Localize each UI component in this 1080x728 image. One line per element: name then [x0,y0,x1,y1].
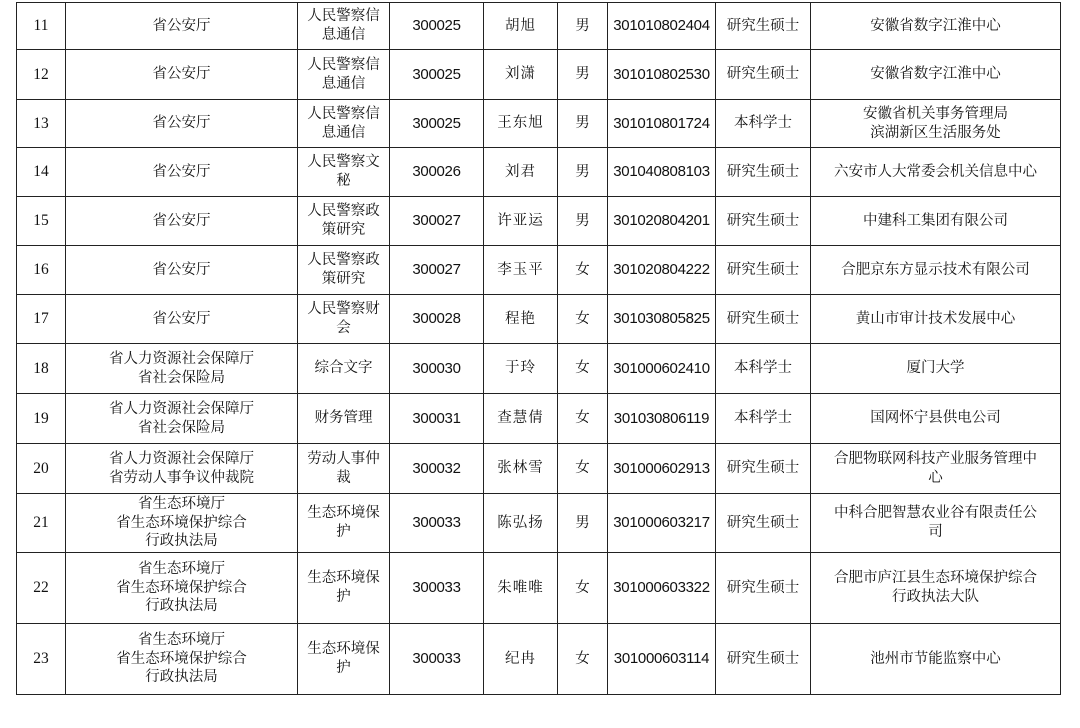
employer-cell: 国网怀宁县供电公司 [811,394,1061,444]
candidate-name-cell: 张林雪 [484,444,558,494]
candidates-table [16,2,1061,695]
gender-cell: 女 [558,394,608,444]
department-cell: 省生态环境厅 省生态环境保护综合 行政执法局 [66,553,298,624]
gender-cell: 男 [558,50,608,100]
education-cell: 本科学士 [716,100,811,148]
candidate-name-cell: 刘潇 [484,50,558,100]
employer-cell: 安徽省数字江淮中心 [811,50,1061,100]
education-cell: 研究生硕士 [716,148,811,197]
position-name-cell: 人民警察文 秘 [298,148,390,197]
table-row [17,50,1061,100]
table-row [17,444,1061,494]
table-row [17,148,1061,197]
employer-cell: 六安市人大常委会机关信息中心 [811,148,1061,197]
row-number-cell: 18 [17,344,66,394]
employer-cell: 黄山市审计技术发展中心 [811,295,1061,344]
education-cell: 研究生硕士 [716,246,811,295]
candidate-name-cell: 于玲 [484,344,558,394]
gender-cell: 女 [558,295,608,344]
employer-cell: 合肥京东方显示技术有限公司 [811,246,1061,295]
gender-cell: 女 [558,553,608,624]
gender-cell: 男 [558,3,608,50]
gender-cell: 男 [558,197,608,246]
table-body [17,3,1061,695]
employer-cell: 池州市节能监察中心 [811,624,1061,695]
position-code-cell: 300028 [390,295,484,344]
employer-cell: 安徽省数字江淮中心 [811,3,1061,50]
exam-number-cell: 301010802530 [608,50,716,100]
position-code-cell: 300027 [390,246,484,295]
education-cell: 研究生硕士 [716,624,811,695]
position-code-cell: 300027 [390,197,484,246]
row-number-cell: 11 [17,3,66,50]
position-name-cell: 人民警察信 息通信 [298,3,390,50]
position-code-cell: 300033 [390,624,484,695]
exam-number-cell: 301030805825 [608,295,716,344]
row-number-cell: 17 [17,295,66,344]
gender-cell: 男 [558,100,608,148]
table-row [17,494,1061,553]
employer-cell: 合肥物联网科技产业服务管理中 心 [811,444,1061,494]
position-name-cell: 人民警察政 策研究 [298,246,390,295]
position-code-cell: 300025 [390,100,484,148]
position-code-cell: 300031 [390,394,484,444]
candidate-name-cell: 胡旭 [484,3,558,50]
department-cell: 省公安厅 [66,197,298,246]
department-cell: 省公安厅 [66,3,298,50]
candidate-name-cell: 查慧倩 [484,394,558,444]
position-name-cell: 人民警察信 息通信 [298,50,390,100]
position-name-cell: 劳动人事仲 裁 [298,444,390,494]
position-code-cell: 300025 [390,50,484,100]
employer-cell: 中建科工集团有限公司 [811,197,1061,246]
row-number-cell: 14 [17,148,66,197]
candidate-name-cell: 朱唯唯 [484,553,558,624]
employer-cell: 中科合肥智慧农业谷有限责任公 司 [811,494,1061,553]
department-cell: 省公安厅 [66,50,298,100]
employer-cell: 厦门大学 [811,344,1061,394]
education-cell: 研究生硕士 [716,197,811,246]
department-cell: 省公安厅 [66,246,298,295]
position-name-cell: 财务管理 [298,394,390,444]
candidate-name-cell: 纪冉 [484,624,558,695]
gender-cell: 男 [558,148,608,197]
exam-number-cell: 301000602410 [608,344,716,394]
position-name-cell: 生态环境保 护 [298,553,390,624]
exam-number-cell: 301000603322 [608,553,716,624]
gender-cell: 女 [558,246,608,295]
table-row [17,624,1061,695]
gender-cell: 女 [558,624,608,695]
table-row [17,197,1061,246]
position-code-cell: 300033 [390,494,484,553]
candidate-name-cell: 陈弘扬 [484,494,558,553]
education-cell: 研究生硕士 [716,295,811,344]
candidate-name-cell: 程艳 [484,295,558,344]
table-row [17,3,1061,50]
education-cell: 本科学士 [716,394,811,444]
exam-number-cell: 301010802404 [608,3,716,50]
exam-number-cell: 301040808103 [608,148,716,197]
row-number-cell: 12 [17,50,66,100]
position-name-cell: 综合文字 [298,344,390,394]
department-cell: 省公安厅 [66,148,298,197]
education-cell: 研究生硕士 [716,50,811,100]
position-code-cell: 300033 [390,553,484,624]
gender-cell: 男 [558,494,608,553]
exam-number-cell: 301000603217 [608,494,716,553]
department-cell: 省公安厅 [66,295,298,344]
department-cell: 省公安厅 [66,100,298,148]
exam-number-cell: 301030806119 [608,394,716,444]
position-code-cell: 300026 [390,148,484,197]
row-number-cell: 19 [17,394,66,444]
position-name-cell: 人民警察信 息通信 [298,100,390,148]
candidate-name-cell: 王东旭 [484,100,558,148]
employer-cell: 安徽省机关事务管理局 滨湖新区生活服务处 [811,100,1061,148]
table-row [17,394,1061,444]
exam-number-cell: 301000603114 [608,624,716,695]
row-number-cell: 23 [17,624,66,695]
row-number-cell: 22 [17,553,66,624]
table-row [17,344,1061,394]
candidate-name-cell: 李玉平 [484,246,558,295]
position-name-cell: 生态环境保 护 [298,624,390,695]
exam-number-cell: 301010801724 [608,100,716,148]
table-row [17,295,1061,344]
row-number-cell: 20 [17,444,66,494]
table-row [17,100,1061,148]
row-number-cell: 16 [17,246,66,295]
exam-number-cell: 301020804222 [608,246,716,295]
candidate-name-cell: 许亚运 [484,197,558,246]
exam-number-cell: 301000602913 [608,444,716,494]
row-number-cell: 13 [17,100,66,148]
gender-cell: 女 [558,344,608,394]
row-number-cell: 21 [17,494,66,553]
candidate-name-cell: 刘君 [484,148,558,197]
education-cell: 研究生硕士 [716,444,811,494]
education-cell: 研究生硕士 [716,494,811,553]
department-cell: 省生态环境厅 省生态环境保护综合 行政执法局 [66,494,298,553]
position-name-cell: 人民警察财 会 [298,295,390,344]
row-number-cell: 15 [17,197,66,246]
department-cell: 省人力资源社会保障厅 省社会保险局 [66,394,298,444]
position-name-cell: 人民警察政 策研究 [298,197,390,246]
employer-cell: 合肥市庐江县生态环境保护综合 行政执法大队 [811,553,1061,624]
department-cell: 省人力资源社会保障厅 省劳动人事争议仲裁院 [66,444,298,494]
education-cell: 研究生硕士 [716,553,811,624]
department-cell: 省生态环境厅 省生态环境保护综合 行政执法局 [66,624,298,695]
education-cell: 研究生硕士 [716,3,811,50]
exam-number-cell: 301020804201 [608,197,716,246]
education-cell: 本科学士 [716,344,811,394]
position-code-cell: 300032 [390,444,484,494]
position-name-cell: 生态环境保 护 [298,494,390,553]
table-row [17,553,1061,624]
table-row [17,246,1061,295]
position-code-cell: 300030 [390,344,484,394]
department-cell: 省人力资源社会保障厅 省社会保险局 [66,344,298,394]
gender-cell: 女 [558,444,608,494]
position-code-cell: 300025 [390,3,484,50]
